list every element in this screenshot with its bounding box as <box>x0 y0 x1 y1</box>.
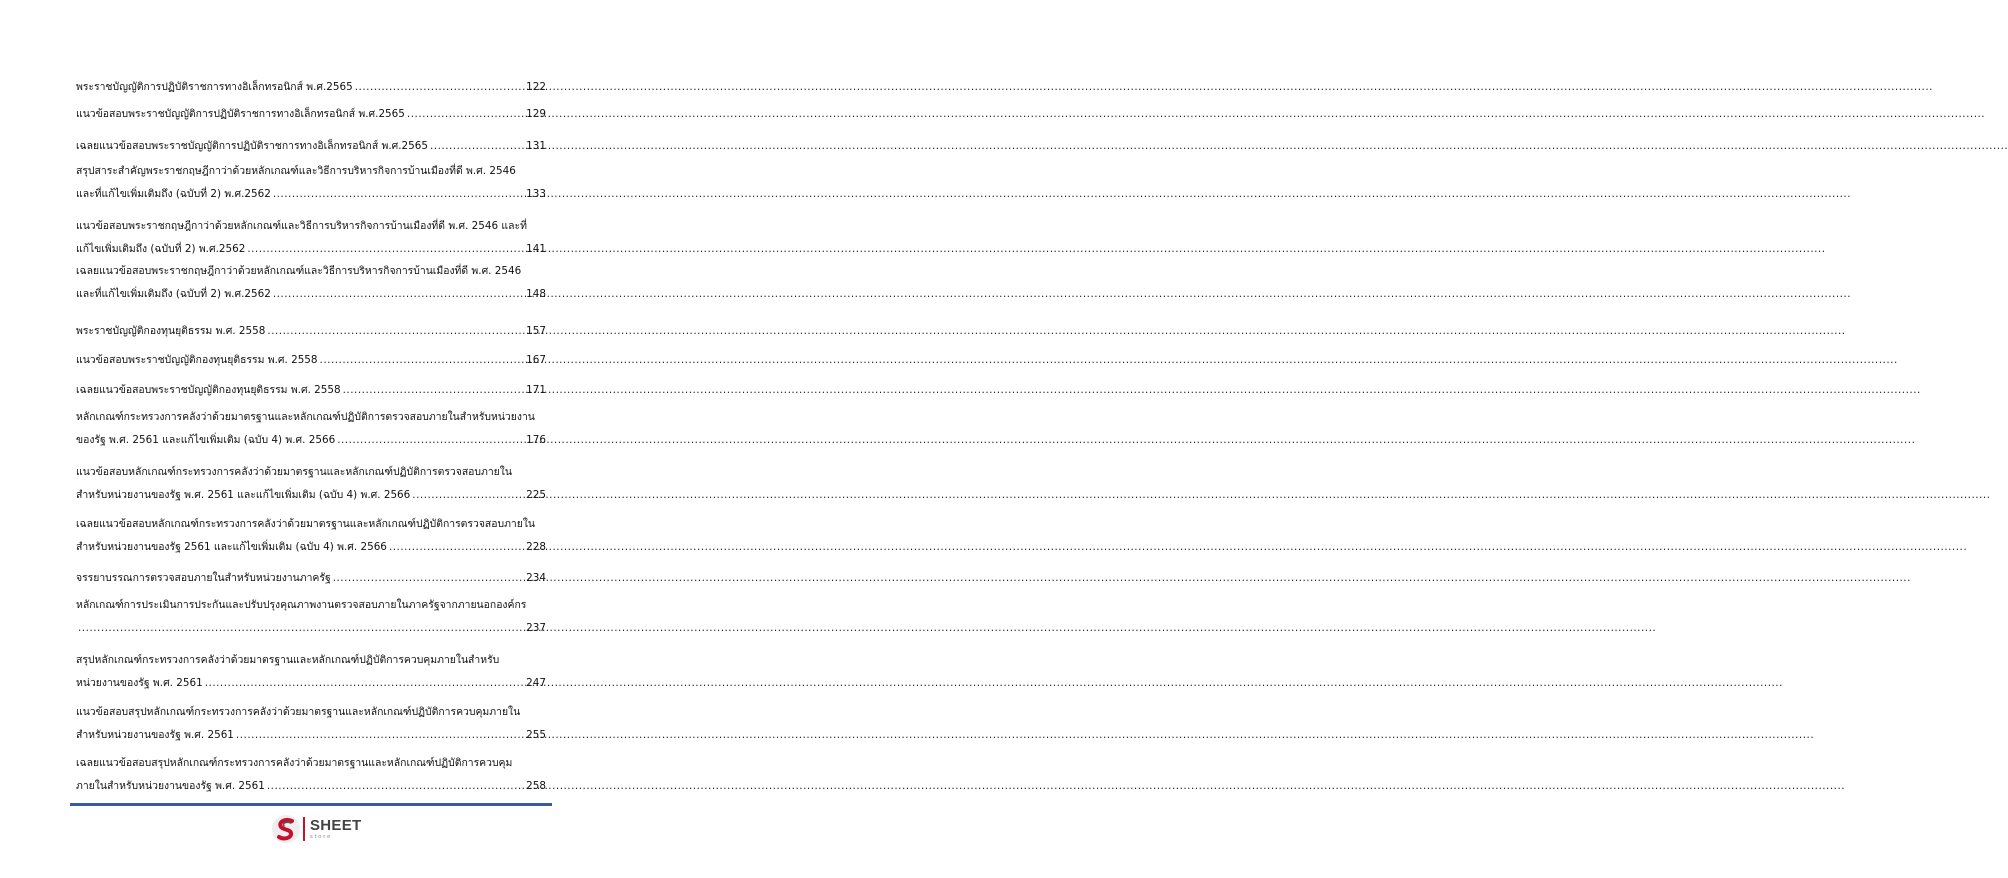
toc-page-number: 171 <box>526 384 546 396</box>
toc-page-number: 234 <box>526 572 546 584</box>
toc-entry[interactable] <box>76 379 546 402</box>
toc-entry-line <box>76 617 546 640</box>
toc-entry-line <box>76 103 546 126</box>
toc-entry-title: พระราชบัญญัติการปฏิบัติราชการทางอิเล็กทรอนิกส์ พ.ศ.2565 <box>76 81 353 93</box>
toc-entry-title: ของรัฐ พ.ศ. 2561 และแก้ไขเพิ่มเติม (ฉบับ 4) พ.ศ. 2566 <box>76 434 336 446</box>
toc-entry[interactable] <box>76 135 546 158</box>
toc-entry-title: เฉลยแนวข้อสอบหลักเกณฑ์กระทรวงการคลังว่าด้วยมาตรฐานและหลักเกณฑ์ปฏิบัติการตรวจสอบภายใน <box>76 518 536 530</box>
toc-dot-leader <box>407 103 522 126</box>
toc-entry-line <box>76 536 546 559</box>
toc-page-number: 148 <box>526 288 546 300</box>
toc-entry-line <box>76 724 546 747</box>
footer-divider <box>70 803 552 806</box>
toc-entry[interactable] <box>76 103 546 126</box>
toc-entry-line <box>76 135 546 158</box>
toc-entry[interactable] <box>76 215 546 261</box>
toc-entry-line <box>76 283 546 306</box>
logo-separator <box>303 817 305 841</box>
toc-entry-title: จรรยาบรรณการตรวจสอบภายในสำหรับหน่วยงานภาครัฐ <box>76 572 331 584</box>
toc-page-number: 225 <box>526 489 546 501</box>
toc-page-number: 167 <box>526 354 546 366</box>
toc-entry[interactable] <box>76 406 546 452</box>
sheet-logo-icon <box>271 814 301 844</box>
toc-dot-leader <box>267 775 522 798</box>
toc-entry[interactable] <box>76 76 546 99</box>
toc-entry-title: แนวข้อสอบพระราชบัญญัติการปฏิบัติราชการทางอิเล็กทรอนิกส์ พ.ศ.2565 <box>76 108 405 120</box>
toc-entry-line <box>76 320 546 343</box>
toc-entry-title: แนวข้อสอบหลักเกณฑ์กระทรวงการคลังว่าด้วยมาตรฐานและหลักเกณฑ์ปฏิบัติการตรวจสอบภายใน <box>76 466 512 478</box>
toc-entry-line <box>76 484 546 507</box>
toc-entry-title: สำหรับหน่วยงานของรัฐ 2561 และแก้ไขเพิ่มเติม (ฉบับ 4) พ.ศ. 2566 <box>76 541 387 553</box>
toc-entry[interactable] <box>76 701 546 747</box>
toc-entry[interactable] <box>76 461 546 507</box>
toc-page-number: 122 <box>526 81 546 93</box>
logo-wordmark <box>310 818 362 841</box>
toc-entry-title: เฉลยแนวข้อสอบพระราชกฤษฎีกาว่าด้วยหลักเกณฑ์และวิธีการบริหารกิจการบ้านเมืองที่ดี พ.ศ. 2546 <box>76 265 522 277</box>
toc-page-number: 141 <box>526 243 546 255</box>
toc-entry-line <box>76 349 546 372</box>
toc-page-number: 131 <box>526 140 546 152</box>
toc-entry-line <box>76 238 546 261</box>
toc-page-number: 247 <box>526 677 546 689</box>
toc-dot-leader <box>273 283 522 306</box>
toc-entry-title: หลักเกณฑ์กระทรวงการคลังว่าด้วยมาตรฐานและหลักเกณฑ์ปฏิบัติการตรวจสอบภายในสำหรับหน่วยงาน <box>76 411 535 423</box>
toc-dot-leader <box>343 379 523 402</box>
toc-entry[interactable] <box>76 260 546 306</box>
toc-entry-line <box>76 379 546 402</box>
toc-entry-line <box>76 567 546 590</box>
toc-dot-leader <box>430 135 522 158</box>
toc-dot-leader <box>78 617 522 640</box>
toc-entry[interactable] <box>76 594 546 640</box>
toc-entry-title: สำหรับหน่วยงานของรัฐ พ.ศ. 2561 <box>76 729 234 741</box>
toc-page-number: 176 <box>526 434 546 446</box>
toc-entry[interactable] <box>76 752 546 798</box>
toc-dot-leader <box>320 349 523 372</box>
toc-entry-title: พระราชบัญญัติกองทุนยุติธรรม พ.ศ. 2558 <box>76 325 266 337</box>
toc-entry-line <box>76 183 546 206</box>
toc-entry-title: หน่วยงานของรัฐ พ.ศ. 2561 <box>76 677 203 689</box>
toc-entry[interactable] <box>76 513 546 559</box>
toc-page-number: 133 <box>526 188 546 200</box>
toc-entry-line <box>76 775 546 798</box>
toc-entry-line <box>76 672 546 695</box>
toc-dot-leader <box>412 484 522 507</box>
toc-entry-title: แนวข้อสอบสรุปหลักเกณฑ์กระทรวงการคลังว่าด้วยมาตรฐานและหลักเกณฑ์ปฏิบัติการควบคุมภายใน <box>76 706 521 718</box>
toc-entry[interactable] <box>76 320 546 343</box>
toc-page-number: 255 <box>526 729 546 741</box>
toc-dot-leader <box>236 724 522 747</box>
toc-page-number: 228 <box>526 541 546 553</box>
toc-dot-leader <box>273 183 522 206</box>
toc-dot-leader <box>247 238 522 261</box>
toc-entry-title: แก้ไขเพิ่มเติมถึง (ฉบับที่ 2) พ.ศ.2562 <box>76 243 246 255</box>
toc-entry-title: และที่แก้ไขเพิ่มเติมถึง (ฉบับที่ 2) พ.ศ.2562 <box>76 288 271 300</box>
toc-entry-line <box>76 76 546 99</box>
sheet-store-logo <box>271 814 362 844</box>
toc-entry-title: สำหรับหน่วยงานของรัฐ พ.ศ. 2561 และแก้ไขเพิ่มเติม (ฉบับ 4) พ.ศ. 2566 <box>76 489 411 501</box>
toc-entry-title: เฉลยแนวข้อสอบพระราชบัญญัติกองทุนยุติธรรม พ.ศ. 2558 <box>76 384 341 396</box>
toc-entry[interactable] <box>76 649 546 695</box>
toc-entry-title: ภายในสำหรับหน่วยงานของรัฐ พ.ศ. 2561 <box>76 780 265 792</box>
toc-entry-title: เฉลยแนวข้อสอบพระราชบัญญัติการปฏิบัติราชการทางอิเล็กทรอนิกส์ พ.ศ.2565 <box>76 140 428 152</box>
toc-entry[interactable] <box>76 349 546 372</box>
logo-subtitle: store <box>310 833 333 840</box>
toc-entry-title: แนวข้อสอบพระราชบัญญัติกองทุนยุติธรรม พ.ศ. 2558 <box>76 354 318 366</box>
toc-dot-leader <box>355 76 522 99</box>
toc-entry-title: หลักเกณฑ์การประเมินการประกันและปรับปรุงคุณภาพงานตรวจสอบภายในภาครัฐจากภายนอกองค์กร <box>76 599 527 611</box>
toc-page-number: 258 <box>526 780 546 792</box>
toc-entry-title: สรุปหลักเกณฑ์กระทรวงการคลังว่าด้วยมาตรฐานและหลักเกณฑ์ปฏิบัติการควบคุมภายในสำหรับ <box>76 654 500 666</box>
toc-entry-title: และที่แก้ไขเพิ่มเติมถึง (ฉบับที่ 2) พ.ศ.2562 <box>76 188 271 200</box>
toc-entry[interactable] <box>76 567 546 590</box>
toc-entry-title: สรุปสาระสำคัญพระราชกฤษฎีกาว่าด้วยหลักเกณฑ์และวิธีการบริหารกิจการบ้านเมืองที่ดี พ.ศ. 2546 <box>76 165 516 177</box>
toc-dot-leader <box>267 320 522 343</box>
toc-dot-leader <box>389 536 522 559</box>
toc-dot-leader <box>205 672 522 695</box>
logo-name: SHEET <box>310 816 362 834</box>
toc-page-number: 157 <box>526 325 546 337</box>
toc-dot-leader <box>337 429 522 452</box>
toc-entry-title: แนวข้อสอบพระราชกฤษฎีกาว่าด้วยหลักเกณฑ์และวิธีการบริหารกิจการบ้านเมืองที่ดี พ.ศ. 2546 และที่ <box>76 220 527 232</box>
toc-entry-title: เฉลยแนวข้อสอบสรุปหลักเกณฑ์กระทรวงการคลังว่าด้วยมาตรฐานและหลักเกณฑ์ปฏิบัติการควบคุม <box>76 757 513 769</box>
toc-dot-leader <box>333 567 522 590</box>
toc-entry[interactable] <box>76 160 546 206</box>
toc-page-number: 129 <box>526 108 546 120</box>
toc-entry-line <box>76 429 546 452</box>
toc-page-number: 237 <box>526 622 546 634</box>
